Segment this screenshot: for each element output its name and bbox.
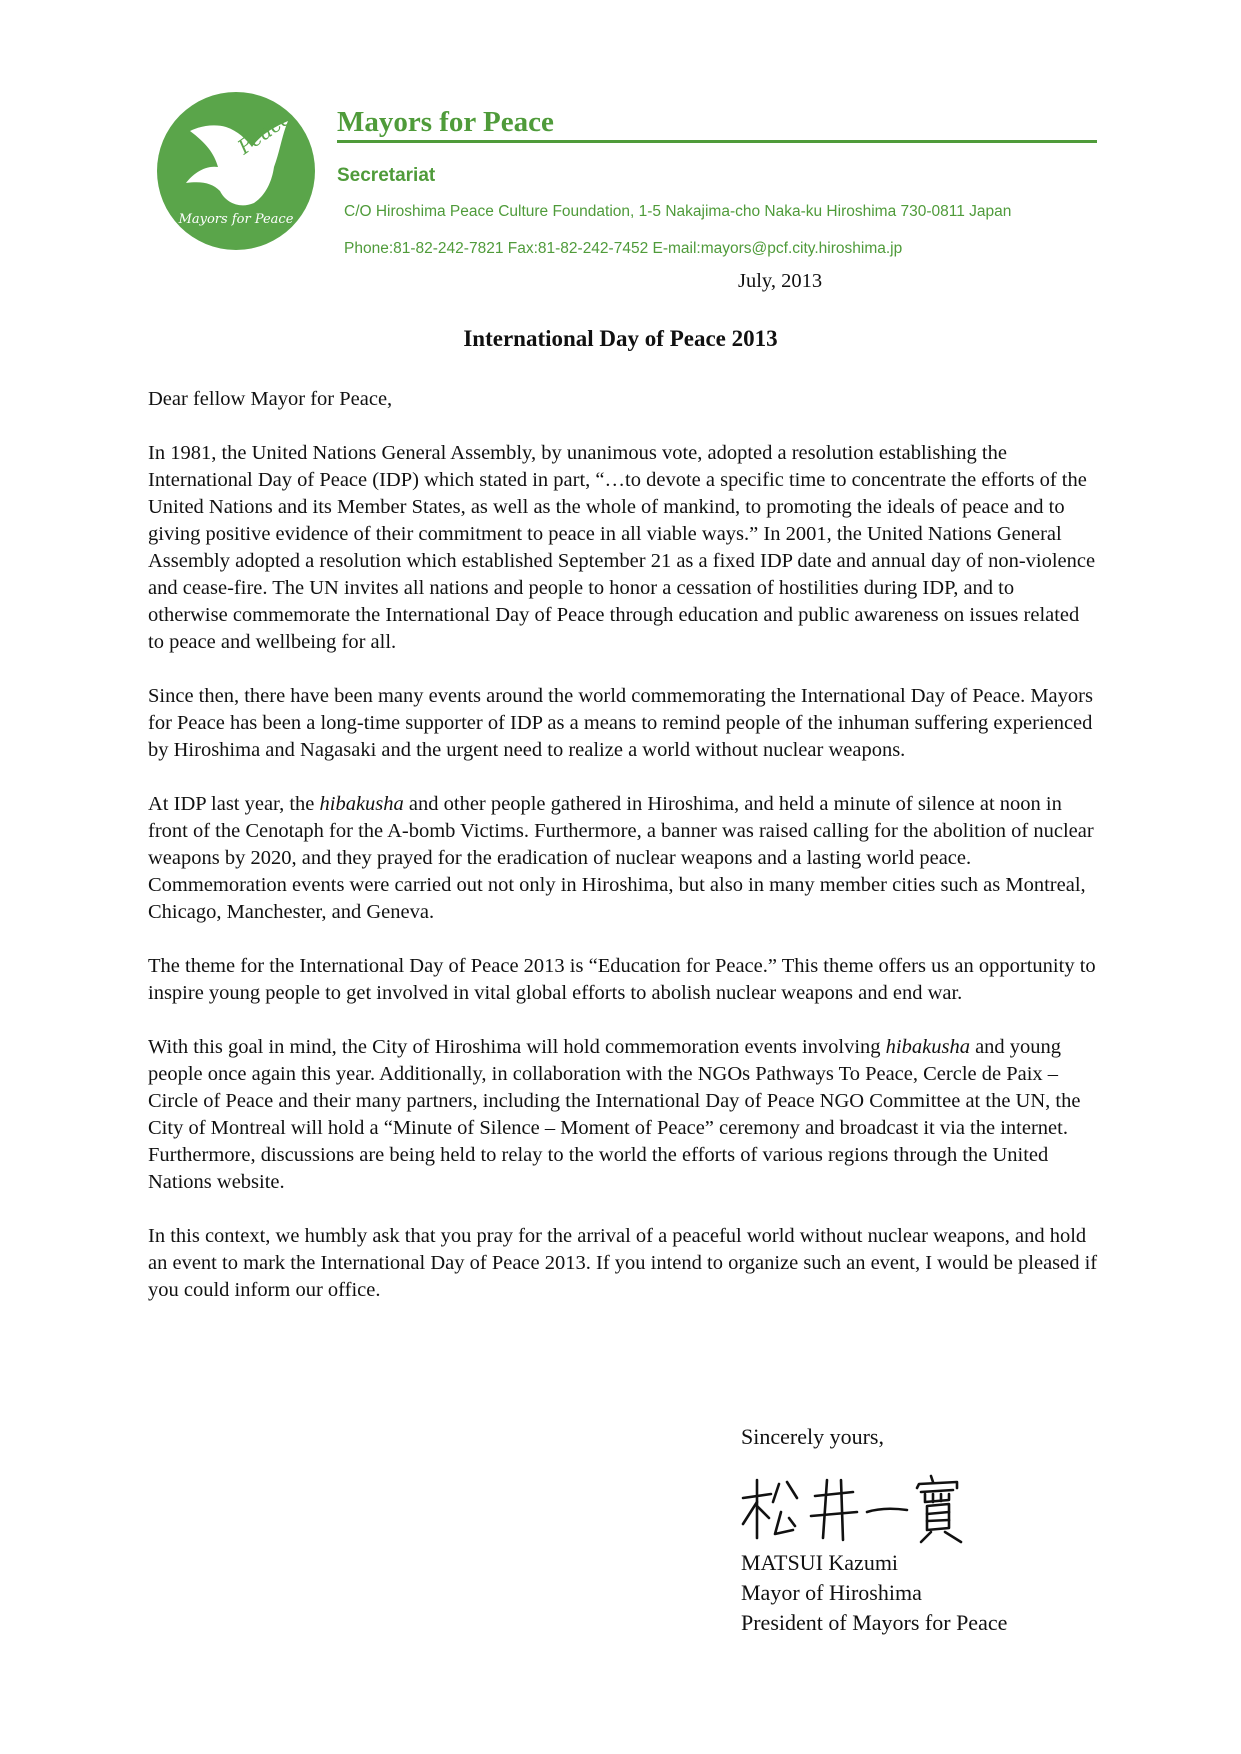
paragraph-3 xyxy=(148,791,1098,926)
salutation: Dear fellow Mayor for Peace, xyxy=(148,388,393,410)
signatory-name: MATSUI Kazumi xyxy=(741,1550,899,1575)
paragraph-5 xyxy=(148,1034,1098,1196)
letter-title: International Day of Peace 2013 xyxy=(463,326,778,351)
paragraph-5-part-a: With this goal in mind, the City of Hiroshima will hold commemoration events involving xyxy=(148,1036,886,1058)
paragraph-5-hibakusha: hibakusha xyxy=(885,1036,970,1058)
secretariat-address: C/O Hiroshima Peace Culture Foundation, 1-5 Nakajima-cho Naka-ku Hiroshima 730-0811 Japan xyxy=(344,203,1012,220)
logo-caption: Mayors for Peace xyxy=(178,212,294,227)
paragraph-4: The theme for the International Day of Peace 2013 is “Education for Peace.” This theme offers us an opportunity to inspire young people to get involved in vital global efforts to abolish nuclear weapons and end war. xyxy=(148,955,1096,1004)
mayors-for-peace-logo xyxy=(156,91,316,251)
letter-date: July, 2013 xyxy=(738,270,823,292)
paragraph-3-hibakusha: hibakusha xyxy=(319,793,404,815)
signature-block xyxy=(741,1548,1007,1638)
logo-script-peace: Peace xyxy=(233,105,296,160)
signatory-title-2: President of Mayors for Peace xyxy=(741,1610,1008,1635)
paragraph-3-part-a: At IDP last year, the xyxy=(148,793,320,815)
secretariat-label: Secretariat xyxy=(337,165,436,186)
paragraph-1: In 1981, the United Nations General Assembly, by unanimous vote, adopted a resolution establishing the International Day of Peace (IDP) which stated in part, “…to devote a specific time to concentrate the efforts of the United Nations and its Member States, as well as the whole of mankind, to promoting the ideals of peace and to giving positive evidence of their commitment to peace in all viable ways.” In 2001, the United Nations General Assembly adopted a resolution which established September 21 as a fixed IDP date and annual day of non-violence and cease-fire. The UN invites all nations and people to honor a cessation of hostilities during IDP, and to otherwise commemorate the International Day of Peace through education and public awareness on issues related to peace and wellbeing for all. xyxy=(148,442,1096,653)
paragraph-3-part-b: and other people gathered in Hiroshima, and held a minute of silence at noon in front of the Cenotaph for the A-bomb Victims. Furthermore, a banner was raised calling for the abolition of nuclear weapons by 2020, and they prayed for the eradication of nuclear weapons and a lasting world peace. Commemoration events were carried out not only in Hiroshima, but also in many member cities such as Montreal, Chicago, Manchester, and Geneva. xyxy=(148,793,1094,923)
closing: Sincerely yours, xyxy=(741,1424,884,1449)
signatory-title-1: Mayor of Hiroshima xyxy=(741,1580,922,1605)
org-name: Mayors for Peace xyxy=(337,104,1097,143)
paragraph-2: Since then, there have been many events around the world commemorating the International Day of Peace. Mayors for Peace has been a long-time supporter of IDP as a means to remind people of the inhuman suffering experienced by Hiroshima and Nagasaki and the urgent need to realize a world without nuclear weapons. xyxy=(148,685,1093,761)
handwritten-signature xyxy=(735,1468,975,1548)
paragraph-5-part-b: and young people once again this year. Additionally, in collaboration with the NGOs Pathways To Peace, Cercle de Paix – Circle of Peace and their many partners, including the International Day of Peace NGO Committee at the UN, the City of Montreal will hold a “Minute of Silence – Moment of Peace” ceremony and broadcast it via the internet. Furthermore, discussions are being held to relay to the world the efforts of various regions through the United Nations website. xyxy=(148,1036,1081,1193)
letter-body xyxy=(148,386,1098,1331)
paragraph-6: In this context, we humbly ask that you pray for the arrival of a peaceful world without nuclear weapons, and hold an event to mark the International Day of Peace 2013. If you intend to organize such an event, I would be pleased if you could inform our office. xyxy=(148,1225,1098,1301)
secretariat-contact: Phone:81-82-242-7821 Fax:81-82-242-7452 E-mail:mayors@pcf.city.hiroshima.jp xyxy=(344,240,903,257)
